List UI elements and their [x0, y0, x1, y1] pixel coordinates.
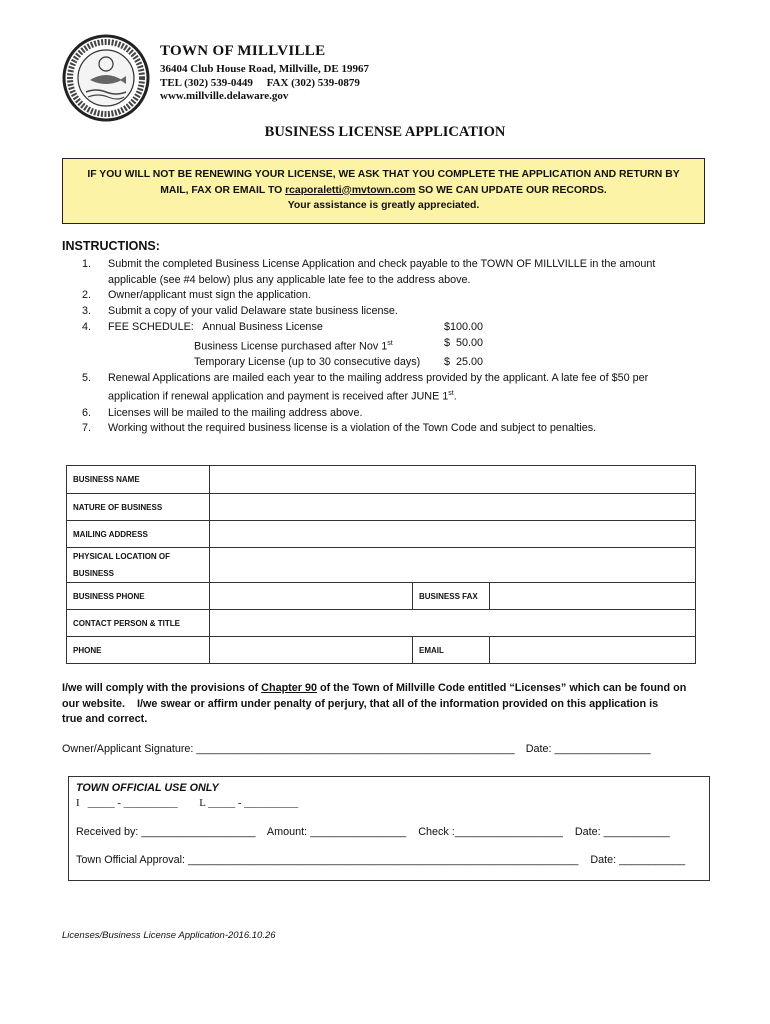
instruction-6: Licenses will be mailed to the mailing address above.	[108, 406, 363, 419]
fee-after-nov-sup: st	[387, 339, 393, 347]
instruction-5-sup: st	[448, 390, 454, 398]
official-received-line[interactable]: Received by: ___________________ Amount: ________________ Check :__________________ Date: ___________	[76, 826, 670, 838]
item-number: 6.	[82, 406, 92, 419]
item-number: 1.	[82, 258, 92, 270]
physical-location-label-1: PHYSICAL LOCATION OF	[73, 552, 171, 561]
notice-line-2-pre: MAIL, FAX OR EMAIL TO	[160, 184, 286, 196]
nature-of-business-field[interactable]	[210, 494, 696, 521]
business-info-table	[66, 465, 696, 664]
compliance-post: of the Town of Millville Code entitled “Licenses” which can be found on	[316, 682, 687, 694]
town-name: TOWN OF MILLVILLE	[160, 43, 326, 59]
physical-location-label	[67, 548, 210, 583]
mailing-address-label: MAILING ADDRESS	[67, 521, 210, 548]
chapter-90-link[interactable]: Chapter 90	[261, 682, 317, 694]
official-il-line[interactable]: I _____ - __________ L _____ - __________	[76, 797, 299, 809]
fee-temporary-label: Temporary License (up to 30 consecutive days)	[194, 355, 421, 368]
official-use-title: TOWN OFFICIAL USE ONLY	[76, 782, 219, 794]
notice-line-3: Your assistance is greatly appreciated.	[287, 200, 480, 211]
item-number: 7.	[82, 422, 92, 435]
physical-location-label-2: BUSINESS	[73, 569, 114, 578]
email-label: EMAIL	[413, 637, 490, 664]
business-phone-label: BUSINESS PHONE	[67, 583, 210, 610]
physical-location-field[interactable]	[210, 548, 696, 583]
instruction-2: Owner/applicant must sign the application.	[108, 289, 311, 302]
instruction-5-cont: application if renewal application and payment is received after JUNE 1	[108, 390, 449, 403]
compliance-pre: I/we will comply with the provisions of	[62, 682, 262, 694]
mailing-address-field[interactable]	[210, 521, 696, 548]
notice-email-link[interactable]: rcaporaletti@mvtown.com	[285, 184, 416, 196]
signature-date-field[interactable]: Date: ________________	[525, 743, 651, 755]
business-fax-field[interactable]	[490, 583, 696, 610]
fee-after-nov-label: Business License purchased after Nov 1	[194, 340, 388, 353]
notice-box	[62, 158, 705, 224]
business-name-field[interactable]	[210, 466, 696, 494]
official-approval-line[interactable]: Town Official Approval: _________________________________________________________________ Date: ___________	[76, 854, 686, 866]
instruction-1: Submit the completed Business License Application and check payable to the TOWN OF MILLVILLE in the amount	[108, 258, 656, 270]
town-phone-fax: TEL (302) 539-0449 FAX (302) 539-0879	[160, 76, 360, 89]
instruction-3: Submit a copy of your valid Delaware state business license.	[108, 305, 398, 318]
compliance-line-3: true and correct.	[62, 713, 148, 725]
signature-field[interactable]: Owner/Applicant Signature: _____________________________________________________	[62, 743, 515, 755]
instructions-heading: INSTRUCTIONS:	[62, 239, 160, 253]
document-title: BUSINESS LICENSE APPLICATION	[264, 124, 506, 140]
instruction-7: Working without the required business license is a violation of the Town Code and subject to penalties.	[108, 422, 597, 435]
fee-after-nov-amount: $ 50.00	[444, 336, 484, 349]
signature-row	[62, 743, 651, 755]
item-number: 5.	[82, 371, 92, 384]
compliance-line-2: our website. I/we swear or affirm under penalty of perjury, that all of the information provided on this application is	[62, 697, 659, 710]
notice-line-2-post: SO WE CAN UPDATE OUR RECORDS.	[415, 184, 607, 196]
fee-annual-amount: $100.00	[444, 320, 484, 333]
instruction-1-cont: applicable (see #4 below) plus any applicable late fee to the address above.	[108, 273, 471, 286]
business-fax-label: BUSINESS FAX	[413, 583, 490, 610]
contact-person-label: CONTACT PERSON & TITLE	[67, 610, 210, 637]
town-seal-logo	[62, 34, 150, 122]
item-number: 3.	[82, 305, 92, 318]
instructions-list: 1. Submit the completed Business License Application and check payable to the TOWN OF MILLVILLE in the amount applicable (see #4 below) plus any applicable late fee to the address above. 2. Owner/applicant must sign the application. 3. Submit a copy of your valid Delaware state business license. 4. FEE SCHEDULE: Annual Business License $100.00 Business License purchased after Nov 1st $ 50.00 Temporary License (up to 30 consecutive days) $ 25.00 5. Renewal Applications are mailed each year to the mailing address provided by the applicant. A late fee of $50 per application if renewal application and payment is received after JUNE 1st. 6. Licenses will be mailed to the mailing address above. 7. Working without the required business license is a violation of the Town Code and subject to penalties.	[82, 257, 722, 437]
instruction-5: Renewal Applications are mailed each year to the mailing address provided by the applicant. A late fee of $50 per	[108, 371, 649, 384]
item-number: 2.	[82, 289, 92, 302]
contact-person-field[interactable]	[210, 610, 696, 637]
footer-doc-id: Licenses/Business License Application-2016.10.26	[62, 930, 276, 941]
fee-schedule-annual: FEE SCHEDULE: Annual Business License	[108, 320, 323, 333]
notice-line-1: IF YOU WILL NOT BE RENEWING YOUR LICENSE, WE ASK THAT YOU COMPLETE THE APPLICATION AND RETURN BY	[87, 169, 680, 180]
fee-temporary-amount: $ 25.00	[444, 355, 484, 368]
phone-field[interactable]	[210, 637, 413, 664]
item-number: 4.	[82, 320, 92, 333]
business-name-label: BUSINESS NAME	[67, 466, 210, 494]
business-phone-field[interactable]	[210, 583, 413, 610]
compliance-statement	[62, 681, 712, 728]
phone-label: PHONE	[67, 637, 210, 664]
official-use-box	[68, 776, 710, 881]
nature-of-business-label: NATURE OF BUSINESS	[67, 494, 210, 521]
town-address: 36404 Club House Road, Millville, DE 19967	[160, 63, 370, 75]
notice-line-2	[63, 183, 704, 199]
town-website: www.millville.delaware.gov	[160, 90, 289, 102]
email-field[interactable]	[490, 637, 696, 664]
